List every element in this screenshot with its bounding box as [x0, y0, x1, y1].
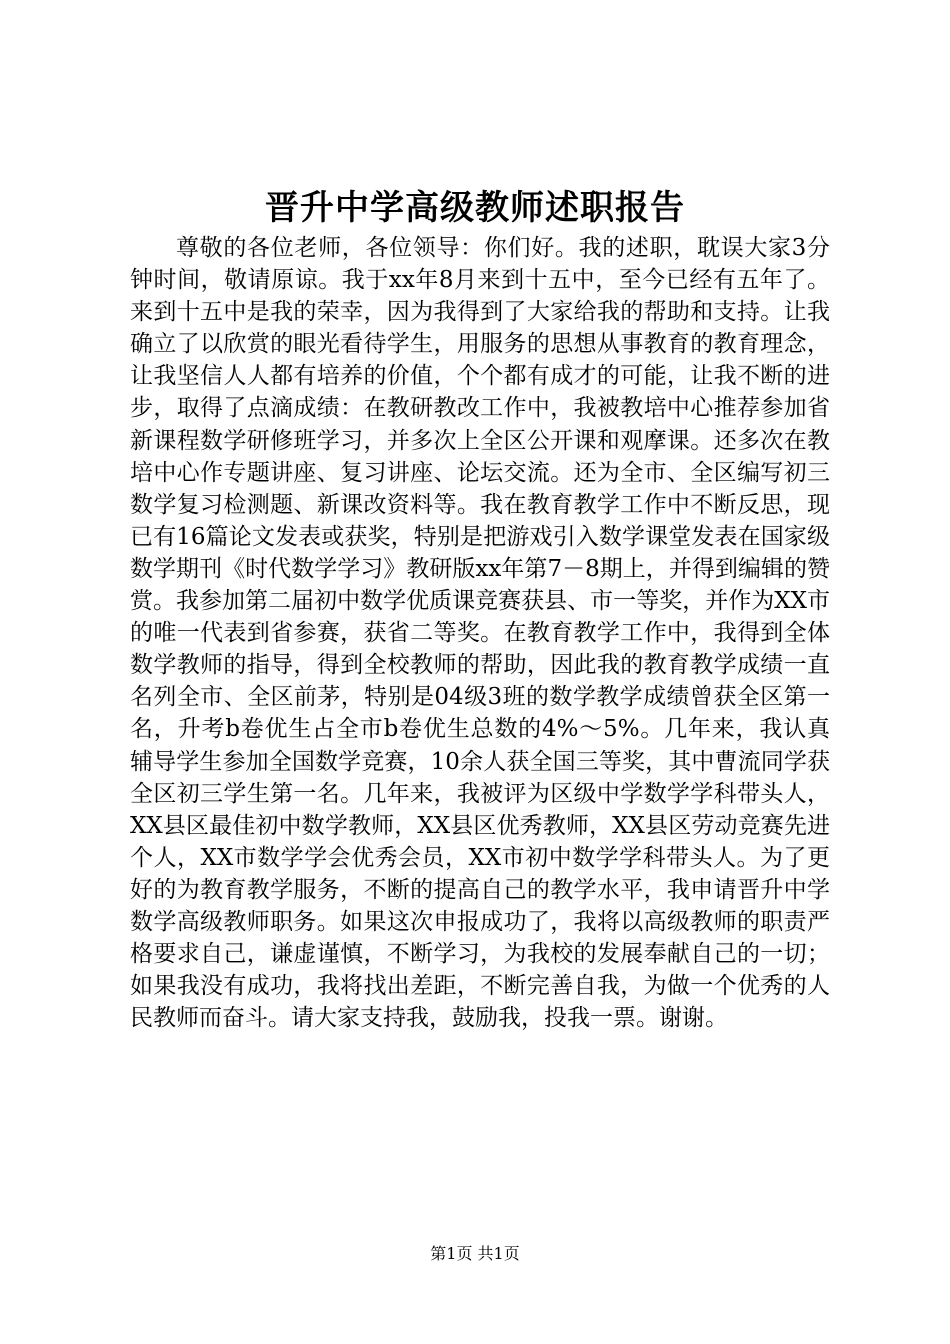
document-body: 尊敬的各位老师，各位领导：你们好。我的述职，耽误大家3分钟时间，敬请原谅。我于xx年8月来到十五中，至今已经有五年了。来到十五中是我的荣幸，因为我得到了大家给我的帮助和支持。让我确立了以欣赏的眼光看待学生，用服务的思想从事教育的教育理念，让我坚信人人都有培养的价值，个个都有成才的可能，让我不断的进步，取得了点滴成绩：在教研教改工作中，我被教培中心推荐参加省新课程数学研修班学习，并多次上全区公开课和观摩课。还多次在教培中心作专题讲座、复习讲座、论坛交流。还为全市、全区编写初三数学复习检测题、新课改资料等。我在教育教学工作中不断反思，现已有16篇论文发表或获奖，特别是把游戏引入数学课堂发表在国家级数学期刊《时代数学学习》教研版xx年第7－8期上，并得到编辑的赞赏。我参加第二届初中数学优质课竞赛获县、市一等奖，并作为XX市的唯一代表到省参赛，获省二等奖。在教育教学工作中，我得到全体数学教师的指导，得到全校教师的帮助，因此我的教育教学成绩一直名列全市、全区前茅，特别是04级3班的数学教学成绩曾获全区第一名，升考b卷优生占全市b卷优生总数的4%～5%。几年来，我认真辅导学生参加全国数学竞赛，10余人获全国三等奖，其中曹流同学获全区初三学生第一名。几年来，我被评为区级中学数学学科带头人，XX县区最佳初中数学教师，XX县区优秀教师，XX县区劳动竞赛先进个人，XX市数学学会优秀会员，XX市初中数学学科带头人。为了更好的为教育教学服务，不断的提高自己的教学水平，我申请晋升中学数学高级教师职务。如果这次申报成功了，我将以高级教师的职责严格要求自己，谦虚谨慎，不断学习，为我校的发展奉献自己的一切；如果我没有成功，我将找出差距，不断完善自我，为做一个优秀的人民教师而奋斗。请大家支持我，鼓励我，投我一票。谢谢。 — [130, 235, 830, 1032]
page-footer: 第1页 共1页 — [430, 1244, 520, 1263]
document-title: 晋升中学高级教师述职报告 — [265, 188, 685, 228]
